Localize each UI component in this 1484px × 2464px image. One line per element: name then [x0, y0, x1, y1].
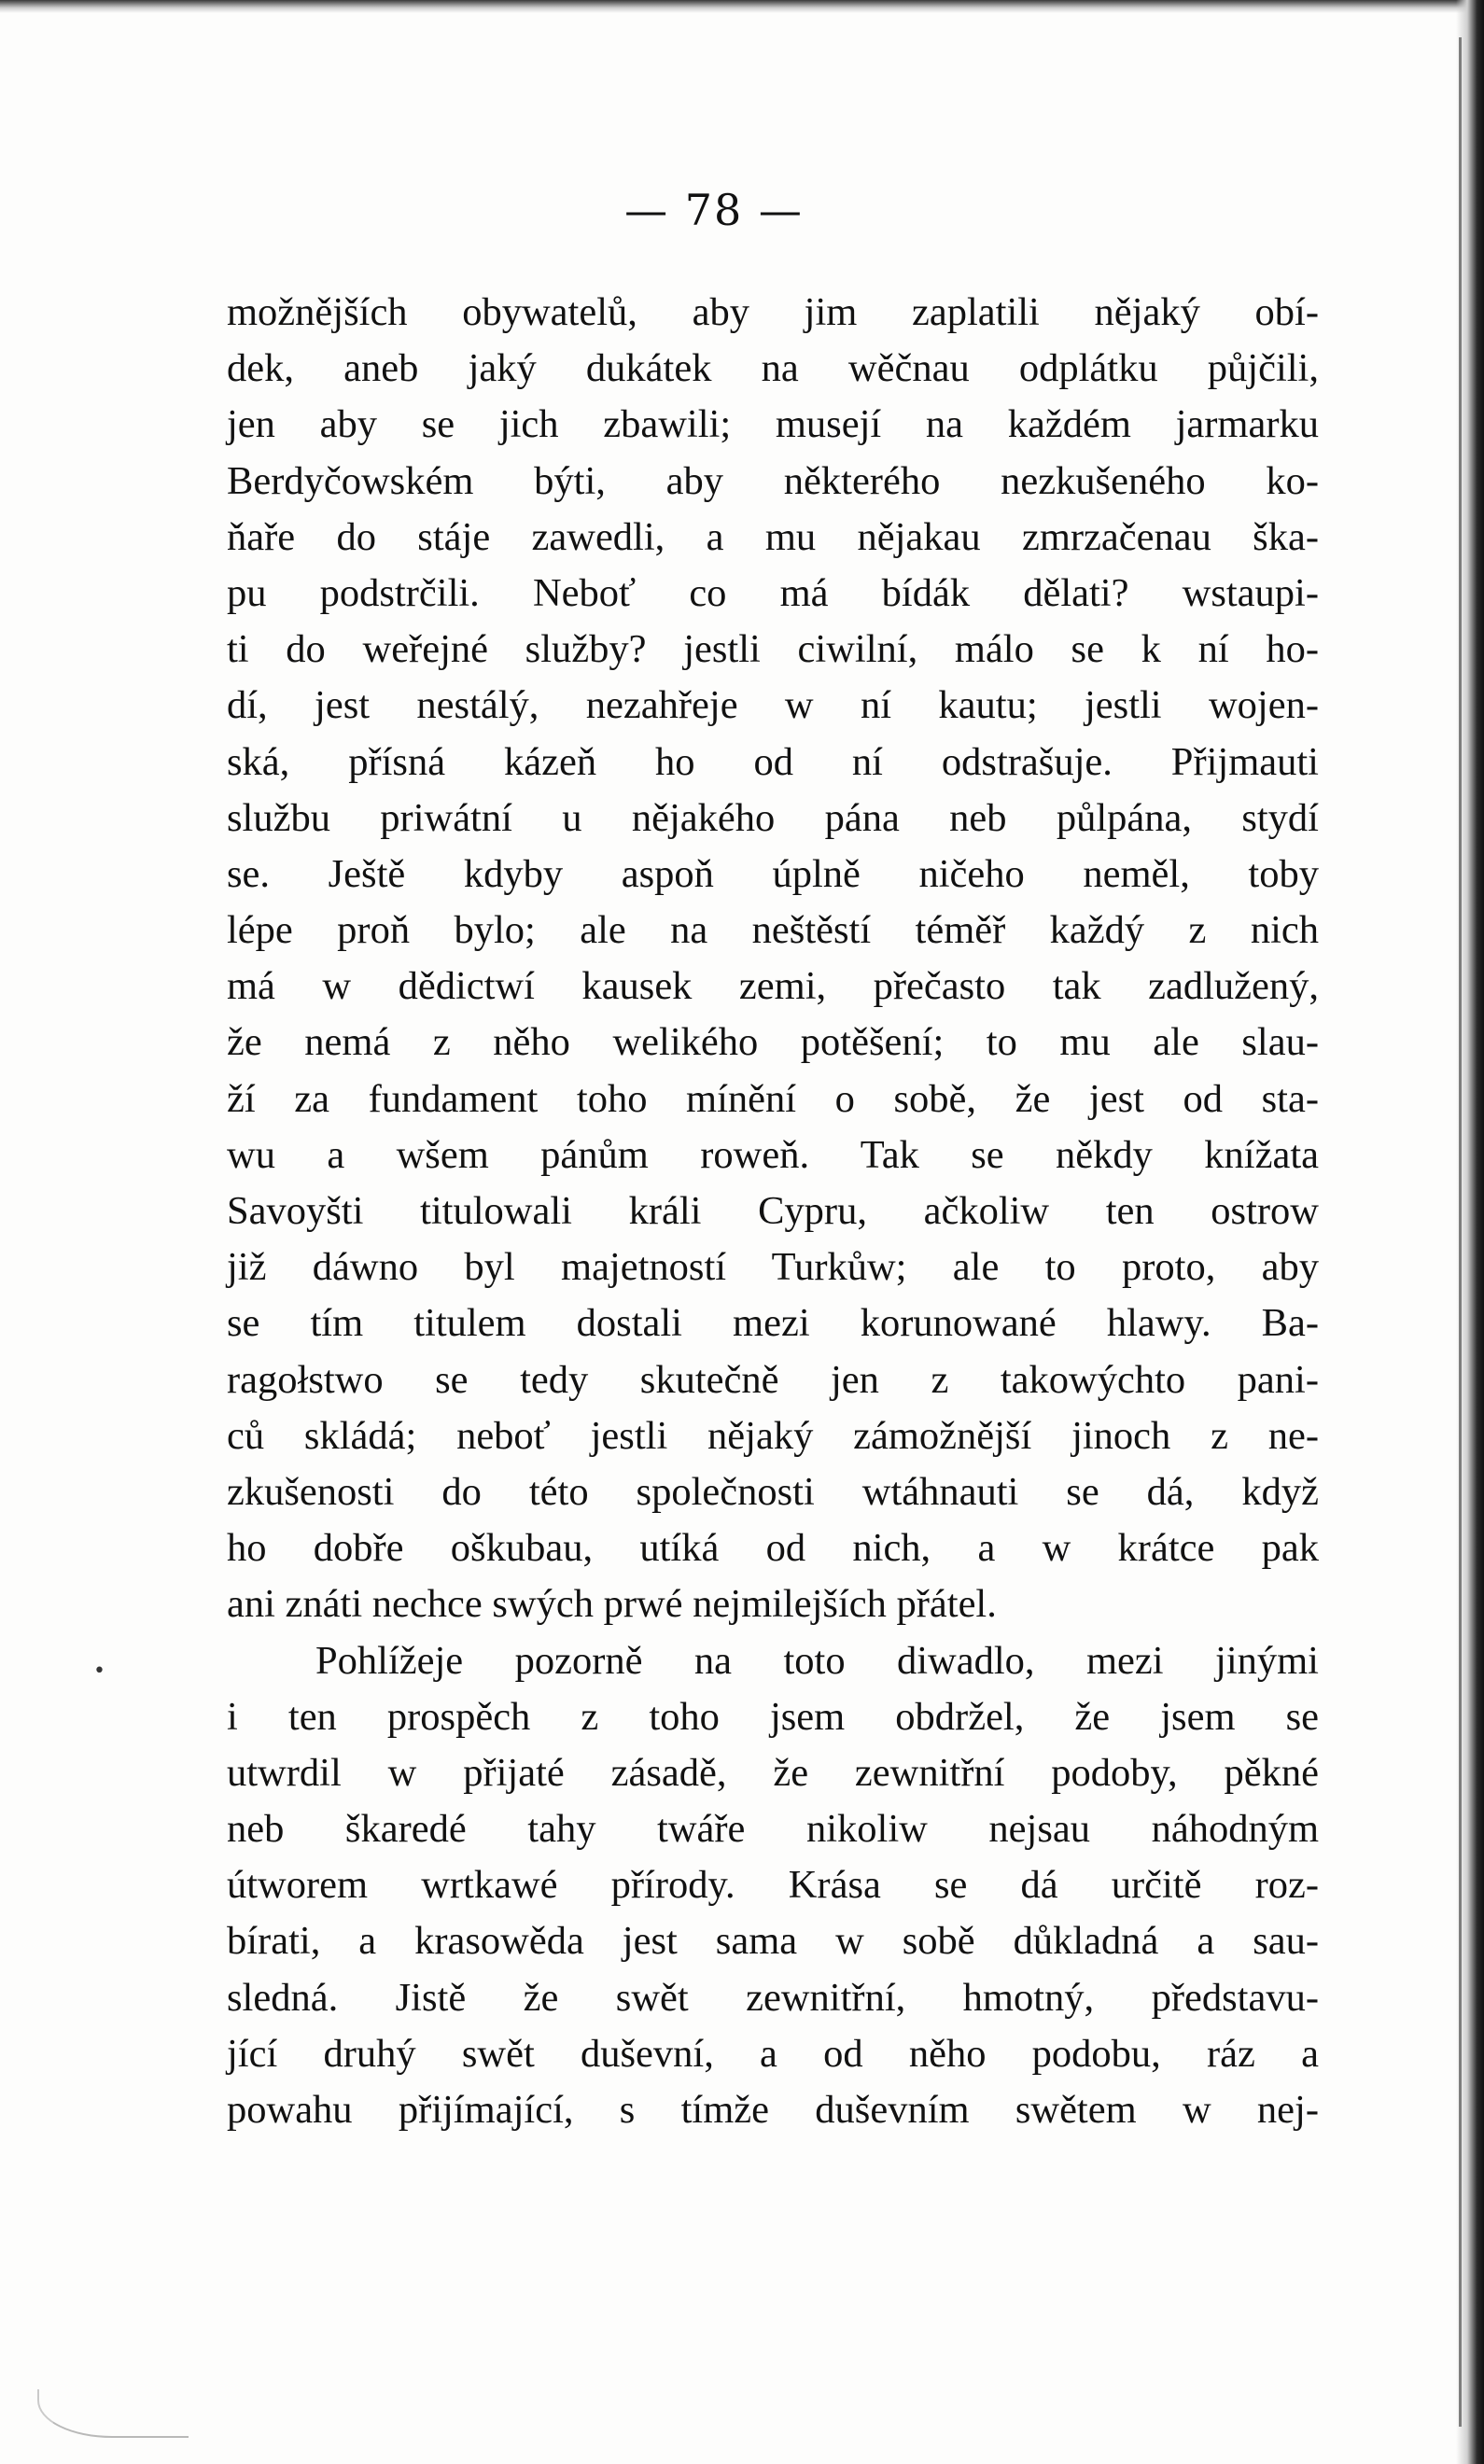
- paragraph-start-line: Pohlížeje pozorně na toto diwadlo, mezi jinými: [315, 1638, 1319, 1683]
- text-line: pu podstrčili. Neboť co má bídák dělati? wstaupi-: [227, 570, 1319, 615]
- text-line: možnějších obywatelů, aby jim zaplatili nějaký obí-: [227, 290, 1319, 334]
- text-line: dek, aneb jaký dukátek na wěčnau odplátku půjčili,: [227, 346, 1319, 391]
- page-number: — 78 —: [624, 185, 804, 235]
- text-line: zkušenosti do této společnosti wtáhnauti se dá, když: [227, 1469, 1319, 1514]
- text-line: útworem wrtkawé přírody. Krása se dá určitě roz-: [227, 1863, 1319, 1908]
- text-line: má w dědictwí kausek zemi, přečasto tak zadlužený,: [227, 964, 1319, 1009]
- text-line: se tím titulem dostali mezi korunowané hlawy. Ba-: [227, 1301, 1319, 1346]
- page-binding-line: [1459, 37, 1462, 2427]
- page-top-edge: [0, 0, 1484, 13]
- text-line: utwrdil w přijaté zásadě, že zewnitřní podoby, pěkné: [227, 1750, 1319, 1795]
- text-line: se. Ještě kdyby aspoň úplně ničeho neměl, toby: [227, 851, 1319, 896]
- text-line: Berdyčowském býti, aby některého nezkušeného ko-: [227, 458, 1319, 503]
- text-line: službu priwátní u nějakého pána neb půlpána, stydí: [227, 795, 1319, 840]
- body-text: [227, 285, 1319, 2138]
- text-line: ží za fundament toho mínění o sobě, že jest od sta-: [227, 1076, 1319, 1121]
- text-line: ňaře do stáje zawedli, a mu nějakau zmrzačenau ška-: [227, 514, 1319, 559]
- text-line: již dáwno byl majetností Turkůw; ale to proto, aby: [227, 1245, 1319, 1290]
- text-line: powahu přijímající, s tímže duševním swětem w nej-: [227, 2088, 1319, 2132]
- text-line: lépe proň bylo; ale na neštěstí téměř každý z nich: [227, 908, 1319, 953]
- text-line: jící druhý swět duševní, a od něho podobu, ráz a: [227, 2031, 1319, 2076]
- page-corner-curl: [37, 2389, 189, 2438]
- margin-speck-icon: •: [93, 1659, 105, 1683]
- text-line: ragołstwo se tedy skutečně jen z takowýchto pani-: [227, 1357, 1319, 1402]
- text-line: že nemá z něho welikého potěšení; to mu ale slau-: [227, 1020, 1319, 1065]
- text-line: ská, přísná kázeň ho od ní odstrašuje. Přijmauti: [227, 739, 1319, 784]
- text-line: ani znáti nechce swých prwé nejmilejších přátel.: [227, 1582, 997, 1627]
- text-line: i ten prospěch z toho jsem obdržel, že jsem se: [227, 1694, 1319, 1739]
- text-line: wu a wšem pánům roweň. Tak se někdy knížata: [227, 1132, 1319, 1177]
- text-line: neb škaredé tahy twáře nikoliw nejsau náhodným: [227, 1807, 1319, 1852]
- text-line: dí, jest nestálý, nezahřeje w ní kautu; jestli wojen-: [227, 683, 1319, 728]
- text-line: bírati, a krasowěda jest sama w sobě důkladná a sau-: [227, 1919, 1319, 1964]
- text-line: jen aby se jich zbawili; musejí na každém jarmarku: [227, 402, 1319, 447]
- text-line: ho dobře oškubau, utíká od nich, a w krátce pak: [227, 1526, 1319, 1571]
- text-line: Savoyšti titulowali králi Cypru, ačkoliw ten ostrow: [227, 1189, 1319, 1233]
- text-line: sledná. Jistě že swět zewnitřní, hmotný, představu-: [227, 1975, 1319, 2020]
- text-line: ců skládá; neboť jestli nějaký zámožnější jinoch z ne-: [227, 1413, 1319, 1458]
- text-line: ti do weřejné služby? jestli ciwilní, málo se k ní ho-: [227, 627, 1319, 672]
